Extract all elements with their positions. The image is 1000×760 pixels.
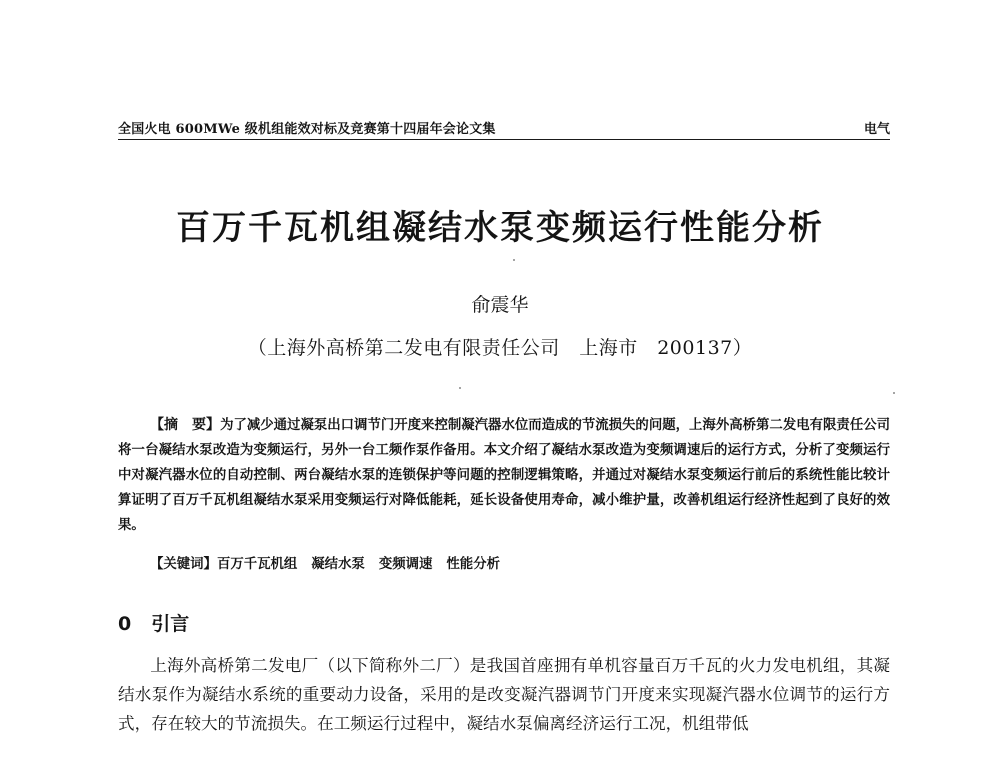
scan-speck (893, 392, 895, 394)
abstract-tag: 【摘 要】 (150, 417, 221, 433)
abstract-text: 为了减少通过凝泵出口调节门开度来控制凝汽器水位而造成的节流损失的问题，上海外高桥第二发电有限责任公司将一台凝结水泵改造为变频运行，另外一台工频作泵作备用。本文介绍了凝结水泵改造为变频调速后的运行方式，分析了变频运行中对凝汽器水位的自动控制、两台凝结水泵的连锁保护等问题的控制逻辑策略，并通过对凝结水泵变频运行前后的系统性能比较计算证明了百万千瓦机组凝结水泵采用变频运行对降低能耗，延长设备使用寿命，减小维护量，改善机组运行经济性起到了良好的效果。 (118, 417, 891, 533)
body-paragraph (118, 651, 890, 738)
abstract (118, 413, 890, 538)
section-title: 引言 (151, 613, 190, 635)
header-rule (118, 139, 890, 140)
author-affiliation: （上海外高桥第二发电有限责任公司 上海市 200137） (247, 337, 753, 359)
section-heading (118, 609, 189, 636)
running-header (118, 118, 890, 140)
scan-speck (513, 259, 515, 261)
section-category: 电气 (863, 122, 890, 137)
paper-title: 百万千瓦机组凝结水泵变频运行性能分析 (176, 208, 824, 248)
body-text: 上海外高桥第二发电厂（以下简称外二厂）是我国首座拥有单机容量百万千瓦的火力发电机组，其凝结水泵作为凝结水系统的重要动力设备，采用的是改变凝汽器调节门开度来实现凝汽器水位调节的运行方式，存在较大的节流损失。在工频运行过程中，凝结水泵偏离经济运行工况，机组带低 (118, 656, 890, 733)
keyword: 百万千瓦机组 (216, 556, 298, 572)
keywords (118, 552, 890, 577)
keyword: 变频调速 (378, 556, 433, 572)
keyword: 凝结水泵 (311, 556, 365, 572)
keyword: 性能分析 (446, 556, 500, 572)
scan-speck (459, 387, 461, 389)
author-name: 俞震华 (471, 294, 529, 316)
section-number: 0 (118, 613, 132, 635)
keywords-tag: 【关键词】 (150, 556, 217, 572)
proceedings-title: 全国火电 600MWe 级机组能效对标及竞赛第十四届年会论文集 (118, 122, 496, 137)
